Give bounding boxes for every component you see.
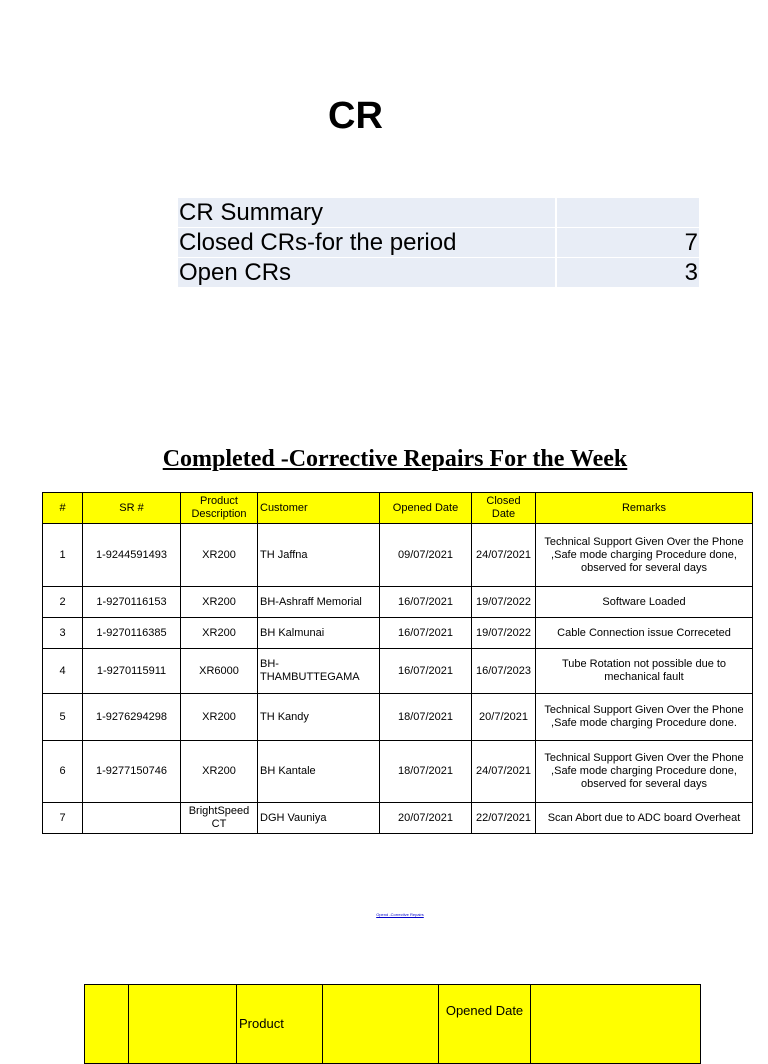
cell-number: 6 xyxy=(43,741,83,803)
table-row xyxy=(43,587,753,618)
cell-opened: 16/07/2021 xyxy=(380,618,472,649)
open-col-header-customer xyxy=(323,985,439,1064)
cell-customer: BH-THAMBUTTEGAMA xyxy=(258,649,380,694)
summary-label-closed: Closed CRs-for the period xyxy=(178,228,556,258)
cell-sr: 1-9270115911 xyxy=(83,649,181,694)
cell-product: XR200 xyxy=(181,587,258,618)
cell-remarks: Software Loaded xyxy=(536,587,753,618)
col-header-closed: Closed Date xyxy=(472,493,536,524)
cell-closed: 22/07/2021 xyxy=(472,803,536,834)
cell-product: XR200 xyxy=(181,741,258,803)
summary-header-row xyxy=(178,198,699,228)
cell-sr xyxy=(83,803,181,834)
cell-sr: 1-9277150746 xyxy=(83,741,181,803)
cell-sr: 1-9270116385 xyxy=(83,618,181,649)
cell-opened: 16/07/2021 xyxy=(380,649,472,694)
cell-remarks: Cable Connection issue Correceted xyxy=(536,618,753,649)
cell-customer: TH Jaffna xyxy=(258,524,380,587)
cell-closed: 19/07/2022 xyxy=(472,618,536,649)
summary-header: CR Summary xyxy=(178,198,556,228)
cell-opened: 09/07/2021 xyxy=(380,524,472,587)
open-product-label: Product xyxy=(239,1016,284,1031)
col-header-opened: Opened Date xyxy=(380,493,472,524)
table-header-row xyxy=(43,493,753,524)
cell-remarks: Technical Support Given Over the Phone ,Safe mode charging Procedure done, observed for several days xyxy=(536,524,753,587)
cell-closed: 16/07/2023 xyxy=(472,649,536,694)
table-row xyxy=(43,618,753,649)
open-col-header-sr xyxy=(129,985,237,1064)
table-row xyxy=(43,524,753,587)
open-col-header-opened xyxy=(439,985,531,1064)
open-table-header-row xyxy=(85,985,701,1064)
cell-closed: 24/07/2021 xyxy=(472,741,536,803)
cell-customer: TH Kandy xyxy=(258,694,380,741)
col-header-sr: SR # xyxy=(83,493,181,524)
summary-header-value xyxy=(556,198,699,228)
cell-remarks: Scan Abort due to ADC board Overheat xyxy=(536,803,753,834)
summary-row-closed xyxy=(178,228,699,258)
cr-summary-table xyxy=(178,198,699,288)
cell-remarks: Tube Rotation not possible due to mechanical fault xyxy=(536,649,753,694)
open-col-header-product xyxy=(237,985,323,1064)
open-col-header-number xyxy=(85,985,129,1064)
cell-product: XR200 xyxy=(181,618,258,649)
summary-label-open: Open CRs xyxy=(178,258,556,288)
summary-value-closed: 7 xyxy=(556,228,699,258)
cell-number: 5 xyxy=(43,694,83,741)
cell-number: 2 xyxy=(43,587,83,618)
completed-repairs-heading: Completed -Corrective Repairs For the Week xyxy=(162,446,628,472)
cell-customer: BH Kantale xyxy=(258,741,380,803)
cell-customer: DGH Vauniya xyxy=(258,803,380,834)
open-col-header-remarks xyxy=(531,985,701,1064)
col-header-customer: Customer xyxy=(258,493,380,524)
cell-product: XR200 xyxy=(181,524,258,587)
cell-opened: 18/07/2021 xyxy=(380,694,472,741)
cell-sr: 1-9244591493 xyxy=(83,524,181,587)
cell-remarks: Technical Support Given Over the Phone ,Safe mode charging Procedure done, observed for several days xyxy=(536,741,753,803)
summary-row-open xyxy=(178,258,699,288)
cell-closed: 19/07/2022 xyxy=(472,587,536,618)
table-row xyxy=(43,741,753,803)
cell-opened: 18/07/2021 xyxy=(380,741,472,803)
cell-product: XR6000 xyxy=(181,649,258,694)
table-row xyxy=(43,694,753,741)
open-repairs-table xyxy=(84,984,701,1064)
col-header-product: Product Description xyxy=(181,493,258,524)
open-opened-label: Opened Date xyxy=(445,1003,524,1018)
cell-product: BrightSpeed CT xyxy=(181,803,258,834)
cell-customer: BH Kalmunai xyxy=(258,618,380,649)
cell-remarks: Technical Support Given Over the Phone ,Safe mode charging Procedure done. xyxy=(536,694,753,741)
cell-sr: 1-9276294298 xyxy=(83,694,181,741)
col-header-number: # xyxy=(43,493,83,524)
table-row xyxy=(43,803,753,834)
table-row xyxy=(43,649,753,694)
cell-opened: 16/07/2021 xyxy=(380,587,472,618)
cell-number: 4 xyxy=(43,649,83,694)
completed-repairs-table xyxy=(42,492,753,834)
cell-sr: 1-9270116153 xyxy=(83,587,181,618)
cell-number: 1 xyxy=(43,524,83,587)
col-header-remarks: Remarks xyxy=(536,493,753,524)
cell-opened: 20/07/2021 xyxy=(380,803,472,834)
summary-value-open: 3 xyxy=(556,258,699,288)
cell-number: 3 xyxy=(43,618,83,649)
cell-product: XR200 xyxy=(181,694,258,741)
cell-closed: 24/07/2021 xyxy=(472,524,536,587)
cell-number: 7 xyxy=(43,803,83,834)
cell-closed: 20/7/2021 xyxy=(472,694,536,741)
open-repairs-heading[interactable]: Opend -Corrective Repairs xyxy=(376,912,424,917)
page-title: CR xyxy=(328,95,383,137)
cell-customer: BH-Ashraff Memorial xyxy=(258,587,380,618)
